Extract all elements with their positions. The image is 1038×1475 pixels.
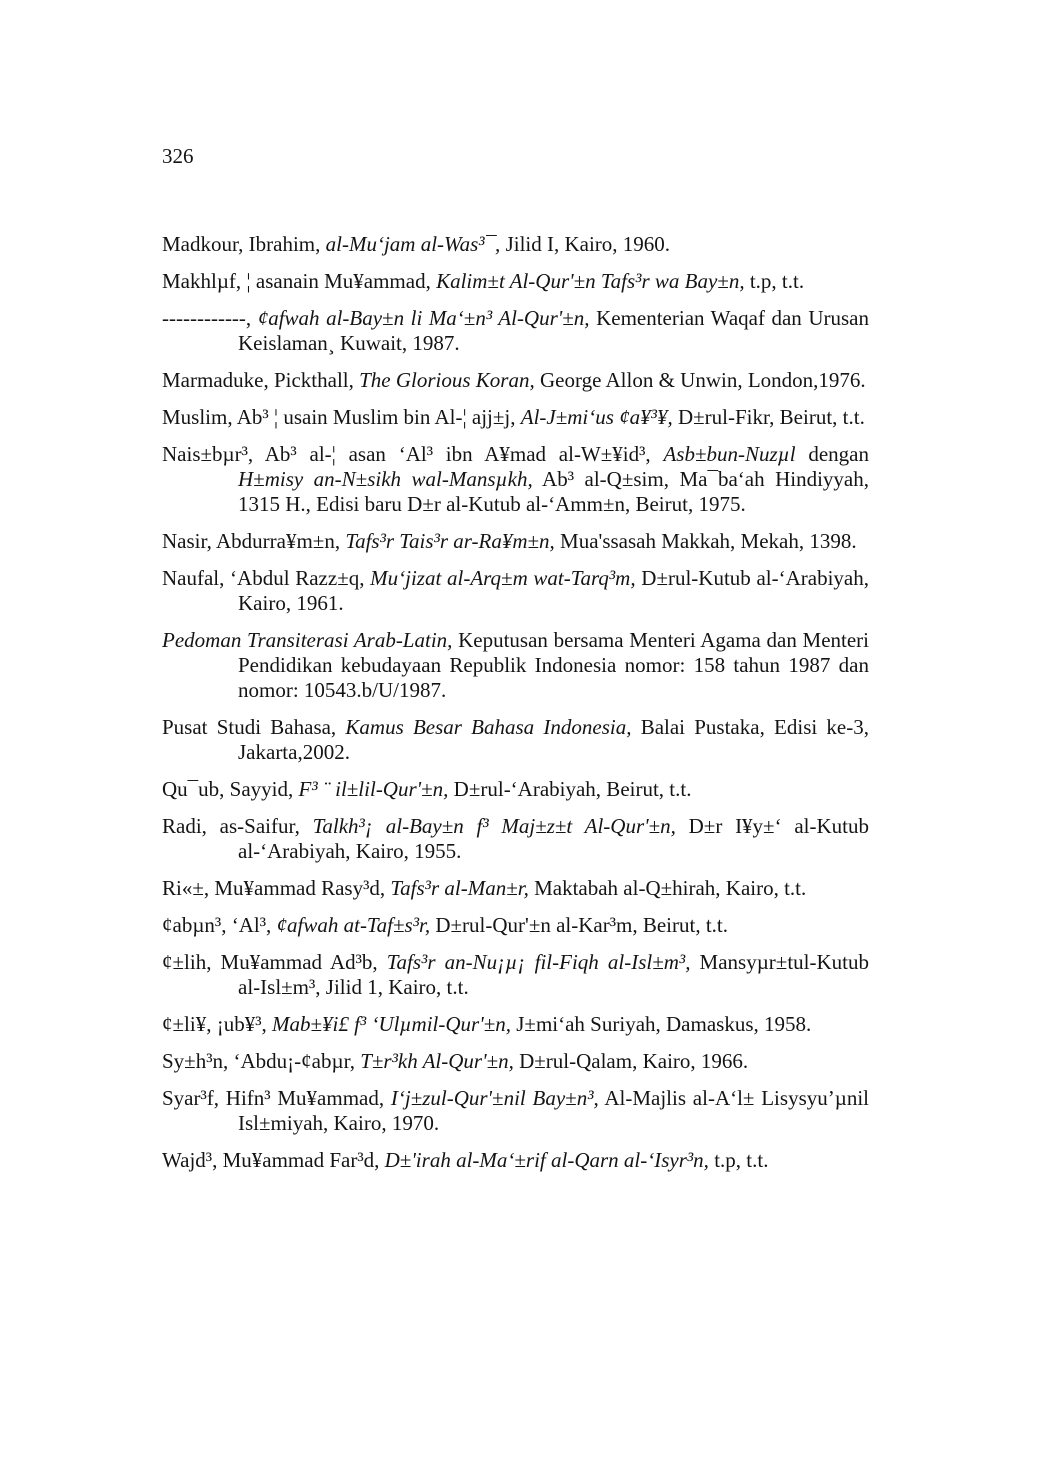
bibliography-entry xyxy=(162,950,869,1000)
entry-prefix: Ri«±, Mu¥ammad Rasy³d, xyxy=(162,876,391,900)
entry-title: The Glorious Koran, xyxy=(359,368,535,392)
entry-title: Tafs³r al-Man±r, xyxy=(390,876,529,900)
entry-suffix: Keputusan bersama Menteri Agama dan Menteri Pendidikan kebudayaan Republik Indonesia nomor: 158 tahun 1987 dan nomor: 10543.b/U/1987. xyxy=(238,628,869,702)
entry-prefix: Makhlµf, ¦ asanain Mu¥ammad, xyxy=(162,269,437,293)
entry-prefix: ¢±li¥, ¡ub¥³, xyxy=(162,1012,272,1036)
bibliography-entry xyxy=(162,777,869,802)
entry-suffix: D±rul-Qur'±n al-Kar³m, Beirut, t.t. xyxy=(430,913,729,937)
entry-suffix: D±r I¥y±‘ al-Kutub al-‘Arabiyah, Kairo, 1955. xyxy=(238,814,869,863)
entry-suffix: D±rul-Fikr, Beirut, t.t. xyxy=(672,405,865,429)
page-number: 326 xyxy=(162,144,194,168)
entry-title: Mab±¥i£ f³ ‘Ulµmil-Qur'±n, xyxy=(271,1012,511,1036)
bibliography-entry xyxy=(162,405,869,430)
bibliography-entry xyxy=(162,529,869,554)
entry-suffix: Ab³ al-Q±sim, Ma¯ba‘ah Hindiyyah, 1315 H., Edisi baru D±r al-Kutub al-‘Amm±n, Beirut, 1975. xyxy=(238,467,869,516)
entry-suffix: t.p, t.t. xyxy=(744,269,805,293)
entry-prefix: Qu¯ub, Sayyid, xyxy=(162,777,299,801)
entry-prefix: Nasir, Abdurra¥m±n, xyxy=(162,529,346,553)
bibliography-entry xyxy=(162,814,869,864)
bibliography-list xyxy=(162,232,869,1185)
entry-prefix: Wajd³, Mu¥ammad Far³d, xyxy=(162,1148,385,1172)
entry-title: Mu‘jizat al-Arq±m wat-Tarq³m, xyxy=(370,566,636,590)
entry-prefix: ------------, xyxy=(162,306,258,330)
entry-connector: dengan xyxy=(795,442,869,466)
bibliography-entry xyxy=(162,876,869,901)
bibliography-entry xyxy=(162,913,869,938)
entry-suffix: Jilid I, Kairo, 1960. xyxy=(500,232,671,256)
bibliography-entry xyxy=(162,368,869,393)
entry-suffix: J±mi‘ah Suriyah, Damaskus, 1958. xyxy=(511,1012,812,1036)
bibliography-entry xyxy=(162,628,869,703)
entry-title: Tafs³r an-Nu¡µ¡ fil-Fiqh al-Isl±m³, xyxy=(386,950,691,974)
entry-suffix: Kementerian Waqaf dan Urusan Keislaman¸ Kuwait, 1987. xyxy=(238,306,869,355)
bibliography-entry xyxy=(162,306,869,356)
entry-suffix: Mua'ssasah Makkah, Mekah, 1398. xyxy=(554,529,857,553)
entry-title: Pedoman Transiterasi Arab-Latin, xyxy=(162,628,453,652)
entry-suffix: D±rul-‘Arabiyah, Beirut, t.t. xyxy=(448,777,692,801)
bibliography-entry xyxy=(162,232,869,257)
bibliography-entry xyxy=(162,1049,869,1074)
entry-prefix: Pusat Studi Bahasa, xyxy=(162,715,346,739)
entry-prefix: Radi, as-Saifur, xyxy=(162,814,313,838)
entry-suffix: t.p, t.t. xyxy=(708,1148,769,1172)
bibliography-entry xyxy=(162,566,869,616)
entry-title: Kamus Besar Bahasa Indonesia, xyxy=(345,715,632,739)
entry-suffix: Maktabah al-Q±hirah, Kairo, t.t. xyxy=(528,876,807,900)
bibliography-entry xyxy=(162,715,869,765)
entry-prefix: Sy±h³n, ‘Abdu¡-¢abµr, xyxy=(162,1049,361,1073)
entry-title: T±r³kh Al-Qur'±n, xyxy=(360,1049,514,1073)
entry-prefix: ¢±lih, Mu¥ammad Ad³b, xyxy=(162,950,387,974)
entry-suffix: Balai Pustaka, Edisi ke-3, Jakarta,2002. xyxy=(238,715,869,764)
entry-title: ¢afwah al-Bay±n li Ma‘±n³ Al-Qur'±n, xyxy=(257,306,590,330)
entry-title: Kalim±t Al-Qur'±n Tafs³r wa Bay±n, xyxy=(436,269,745,293)
entry-suffix: Mansyµr±tul-Kutub al-Isl±m³, Jilid 1, Kairo, t.t. xyxy=(238,950,869,999)
entry-prefix: Naufal, ‘Abdul Razz±q, xyxy=(162,566,371,590)
entry-title: D±'irah al-Ma‘±rif al-Qarn al-‘Isyr³n, xyxy=(384,1148,709,1172)
entry-prefix: Nais±bµr³, Ab³ al-¦ asan ‘Al³ ibn A¥mad al-W±¥id³, xyxy=(162,442,664,466)
entry-prefix: Madkour, Ibrahim, xyxy=(162,232,326,256)
entry-prefix: Syar³f, Hifn³ Mu¥ammad, xyxy=(162,1086,391,1110)
entry-title: Tafs³r Tais³r ar-Ra¥m±n, xyxy=(345,529,555,553)
entry-suffix: D±rul-Qalam, Kairo, 1966. xyxy=(513,1049,749,1073)
bibliography-entry xyxy=(162,1148,869,1173)
bibliography-entry xyxy=(162,442,869,517)
entry-title: Al-J±mi‘us ¢a¥³¥, xyxy=(520,405,673,429)
entry-title: ¢afwah at-Taf±s³r, xyxy=(276,913,431,937)
entry-suffix: George Allon & Unwin, London,1976. xyxy=(534,368,866,392)
entry-suffix: Al-Majlis al-A‘l± Lisysyu’µnil Isl±miyah, Kairo, 1970. xyxy=(238,1086,869,1135)
bibliography-entry xyxy=(162,1086,869,1136)
entry-title: al-Mu‘jam al-Was³¯, xyxy=(325,232,501,256)
entry-title: Asb±bun-Nuzµl xyxy=(663,442,796,466)
bibliography-entry xyxy=(162,1012,869,1037)
entry-subtitle: H±misy an-N±sikh wal-Mansµkh, xyxy=(238,467,533,491)
entry-title: I‘j±zul-Qur'±nil Bay±n³, xyxy=(390,1086,599,1110)
entry-prefix: Muslim, Ab³ ¦ usain Muslim bin Al-¦ ajj±j, xyxy=(162,405,521,429)
entry-prefix: ¢abµn³, ‘Al³, xyxy=(162,913,277,937)
entry-title: F³ ¨ il±lil-Qur'±n, xyxy=(298,777,449,801)
entry-prefix: Marmaduke, Pickthall, xyxy=(162,368,360,392)
entry-suffix: D±rul-Kutub al-‘Arabiyah, Kairo, 1961. xyxy=(238,566,870,615)
bibliography-entry xyxy=(162,269,869,294)
entry-title: Talkh³¡ al-Bay±n f³ Maj±z±t Al-Qur'±n, xyxy=(312,814,676,838)
